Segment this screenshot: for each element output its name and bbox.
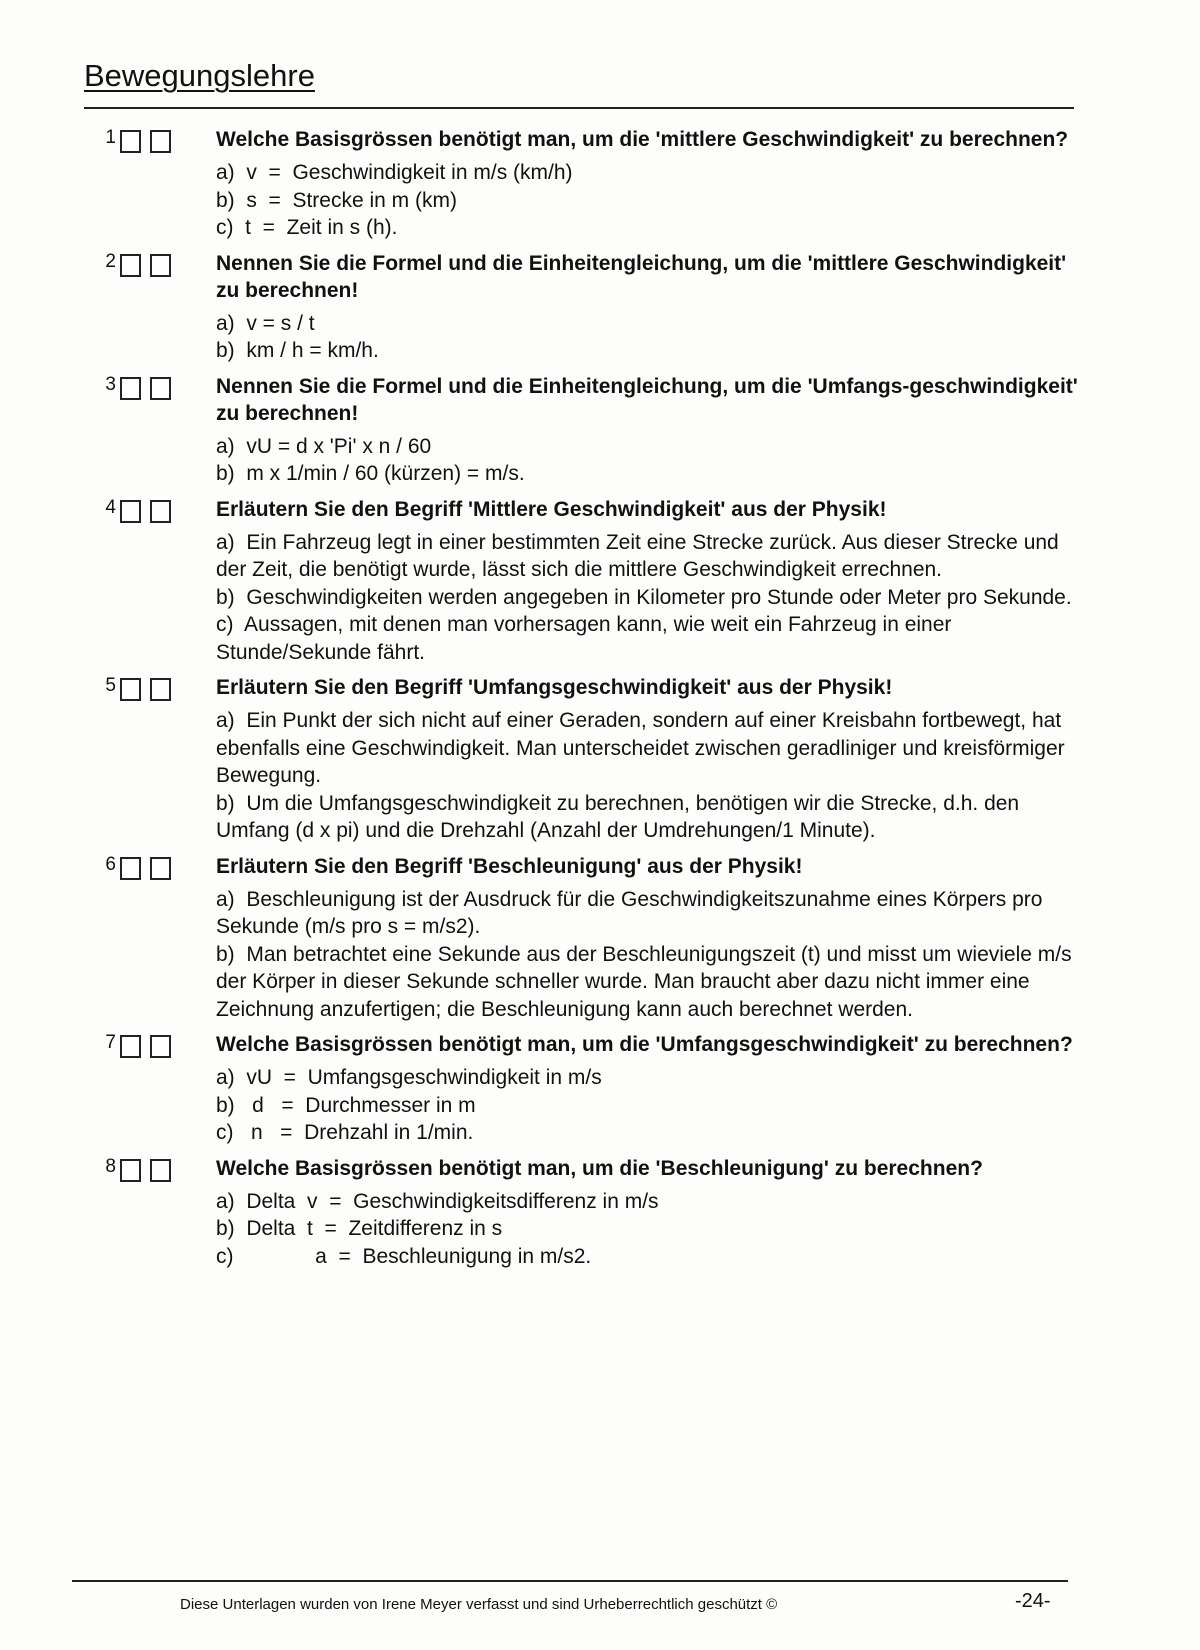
checkbox[interactable]: [150, 500, 171, 523]
checkbox[interactable]: [150, 1159, 171, 1182]
footer-divider: [72, 1580, 1068, 1582]
checkbox[interactable]: [150, 254, 171, 277]
answer-block: [216, 707, 1080, 845]
checkbox[interactable]: [120, 1159, 141, 1182]
answer-line: c) a = Beschleunigung in m/s2.: [216, 1244, 592, 1268]
question-text: Nennen Sie die Formel und die Einheitengleichung, um die 'Umfangs-geschwindigkeit' zu berechnen!: [216, 374, 1078, 425]
checkbox[interactable]: [120, 377, 141, 400]
question-number: 4: [105, 496, 116, 518]
question-number: 3: [105, 373, 116, 395]
page-number: -24-: [1015, 1590, 1051, 1612]
question-item: [90, 496, 1080, 667]
answer-line: a) Beschleunigung ist der Ausdruck für die Geschwindigkeitszunahme eines Körpers pro Sekunde (m/s pro s = m/s2).: [216, 887, 1049, 938]
answer-line: c) Aussagen, mit denen man vorhersagen kann, wie weit ein Fahrzeug in einer Stunde/Sekunde fährt.: [216, 613, 958, 664]
answer-line: a) v = s / t: [216, 311, 315, 335]
question-item: [90, 250, 1080, 365]
question-item: [90, 1031, 1080, 1147]
question-text: Welche Basisgrössen benötigt man, um die 'Umfangsgeschwindigkeit' zu berechnen?: [216, 1033, 1073, 1056]
question-item: [90, 373, 1080, 488]
page-title: Bewegungslehre: [84, 58, 315, 93]
answer-line: b) Geschwindigkeiten werden angegeben in Kilometer pro Stunde oder Meter pro Sekunde.: [216, 585, 1072, 609]
answer-line: a) Ein Fahrzeug legt in einer bestimmten Zeit eine Strecke zurück. Aus dieser Strecke und der Zeit, die benötigt wurde, lässt sich die mittlere Geschwindigkeit errechnen.: [216, 530, 1065, 581]
checkbox[interactable]: [120, 857, 141, 880]
answer-line: a) v = Geschwindigkeit in m/s (km/h): [216, 161, 573, 184]
answer-line: c) n = Drehzahl in 1/min.: [216, 1121, 474, 1144]
answer-line: b) Man betrachtet eine Sekunde aus der Beschleunigungszeit (t) und misst um wieviele m/s der Körper in dieser Sekunde schneller wurde. Man braucht aber dazu nicht immer eine Zeichnung anzufertigen; die Beschleunigung kann auch berechnet werden.: [216, 942, 1078, 1021]
question-number: 7: [105, 1032, 116, 1053]
checkbox[interactable]: [120, 254, 141, 277]
checkbox[interactable]: [150, 1035, 171, 1058]
question-text: Erläutern Sie den Begriff 'Beschleunigung' aus der Physik!: [216, 854, 803, 878]
question-text: Welche Basisgrössen benötigt man, um die 'Beschleunigung' zu berechnen?: [216, 1156, 983, 1180]
checkbox[interactable]: [120, 1035, 141, 1058]
answer-block: [216, 159, 1080, 242]
question-text: Erläutern Sie den Begriff 'Mittlere Geschwindigkeit' aus der Physik!: [216, 497, 887, 521]
question-item: [90, 853, 1080, 1024]
answer-block: [216, 529, 1080, 667]
answer-line: b) d = Durchmesser in m: [216, 1093, 476, 1117]
question-text: Erläutern Sie den Begriff 'Umfangsgeschwindigkeit' aus der Physik!: [216, 676, 893, 699]
question-list: [90, 126, 1080, 1278]
answer-block: [216, 1064, 1080, 1147]
answer-block: [216, 310, 1080, 365]
question-text: Nennen Sie die Formel und die Einheitengleichung, um die 'mittlere Geschwindigkeit' zu berechnen!: [216, 251, 1067, 302]
question-number: 1: [105, 127, 116, 148]
question-number: 8: [105, 1155, 116, 1177]
question-text: Welche Basisgrössen benötigt man, um die 'mittlere Geschwindigkeit' zu berechnen?: [216, 128, 1069, 151]
checkbox[interactable]: [120, 678, 141, 701]
answer-line: b) s = Strecke in m (km): [216, 188, 457, 212]
answer-line: a) vU = d x 'Pi' x n / 60: [216, 434, 432, 458]
answer-line: b) km / h = km/h.: [216, 339, 379, 362]
checkbox[interactable]: [150, 377, 171, 400]
checkbox[interactable]: [150, 678, 171, 701]
checkbox[interactable]: [120, 500, 141, 523]
answer-block: [216, 886, 1080, 1024]
answer-block: [216, 1188, 1080, 1271]
checkbox[interactable]: [150, 857, 171, 880]
checkbox[interactable]: [150, 130, 171, 153]
question-number: 6: [105, 853, 116, 875]
question-item: [90, 126, 1080, 242]
question-item: [90, 1155, 1080, 1271]
answer-line: b) m x 1/min / 60 (kürzen) = m/s.: [216, 462, 525, 485]
answer-line: a) Delta v = Geschwindigkeitsdifferenz in m/s: [216, 1189, 659, 1213]
question-number: 5: [105, 675, 116, 696]
answer-line: b) Um die Umfangsgeschwindigkeit zu berechnen, benötigen wir die Strecke, d.h. den Umfang (d x pi) und die Drehzahl (Anzahl der Umdrehungen/1 Minute).: [216, 791, 1025, 842]
checkbox[interactable]: [120, 130, 141, 153]
answer-block: [216, 433, 1080, 488]
title-divider: [84, 107, 1074, 109]
answer-line: b) Delta t = Zeitdifferenz in s: [216, 1217, 503, 1240]
copyright-note: Diese Unterlagen wurden von Irene Meyer verfasst und sind Urheberrechtlich geschützt ©: [180, 1596, 778, 1613]
answer-line: c) t = Zeit in s (h).: [216, 216, 398, 239]
answer-line: a) vU = Umfangsgeschwindigkeit in m/s: [216, 1066, 602, 1089]
question-number: 2: [105, 250, 116, 272]
answer-line: a) Ein Punkt der sich nicht auf einer Geraden, sondern auf einer Kreisbahn fortbewegt, hat ebenfalls eine Geschwindigkeit. Man unterscheidet zwischen geradliniger und kreisförmiger Bewegung.: [216, 709, 1071, 787]
question-item: [90, 674, 1080, 845]
